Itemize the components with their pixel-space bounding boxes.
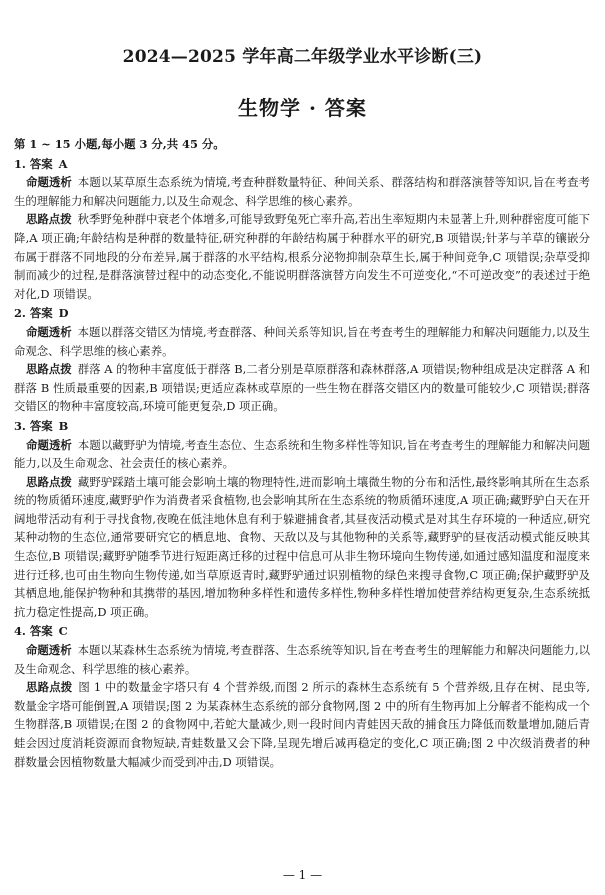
question-number: 3. bbox=[14, 418, 26, 433]
page-number: — 1 — bbox=[282, 868, 323, 882]
hint-label: 思路点拨 bbox=[26, 680, 73, 695]
section-intro: 第 1 ~ 15 小题,每小题 3 分,共 45 分。 bbox=[14, 137, 225, 151]
question-block-4 bbox=[14, 622, 590, 771]
question-number: 4. bbox=[14, 624, 26, 639]
question-number: 2. bbox=[14, 306, 26, 321]
question-answer-line bbox=[14, 155, 590, 174]
hint-paragraph bbox=[14, 473, 590, 622]
question-block-1 bbox=[14, 155, 590, 304]
analysis-label: 命题透析 bbox=[26, 643, 72, 658]
question-block-3 bbox=[14, 417, 590, 622]
hint-text: 群落 A 的物种丰富度低于群落 B,二者分别是草原群落和森林群落,A 项错误;物种组成是决定群落 A 和群落 B 性质最重要的因素,B 项错误;更适应森林或草原的一些生物在群落交错区内的数量可能较少,C 项错误;群落交错区的物种丰富度较高,环境可能更复杂,D 项正确。 bbox=[14, 362, 590, 414]
document-title: 2024—2025 学年高二年级学业水平诊断(三) bbox=[122, 47, 483, 67]
hint-paragraph bbox=[14, 210, 590, 303]
hint-text: 秋季野兔种群中衰老个体增多,可能导致野兔死亡率升高,若出生率短期内未显著上升,则种群密度可能下降,A 项正确;年龄结构是种群的数量特征,研究种群的年龄结构属于种群水平的研究,B 项错误;针茅与羊草的镶嵌分布属于群落不同地段的分布差异,属于群落的水平结构,根系分泌物抑制杂草生长,属于种间竞争,C 项错误;杂草受抑制而减少的过程,是群落演替过程中的动态变化,不能说明群落演替方向发生不可逆变化,“不可逆改变”的表述过于绝对化,D 项错误。 bbox=[14, 212, 590, 301]
question-answer-line bbox=[14, 417, 590, 436]
analysis-paragraph bbox=[14, 436, 590, 473]
answer-value: D bbox=[58, 306, 69, 321]
question-number: 1. bbox=[14, 156, 26, 171]
answer-value: B bbox=[58, 418, 69, 433]
hint-text: 图 1 中的数量金字塔只有 4 个营养级,而图 2 所示的森林生态系统有 5 个营养级,且存在树、昆虫等,数量金字塔可能倒置,A 项错误;图 2 为某森林生态系统的部分食物网,图 2 中的所有生物再加上分解者不能构成一个生物群落,B 项错误;在图 2 的食物网中,若蛇大量减少,则一段时间内青蛙因天敌的捕食压力降低而数量增加,随后青蛙会因过度消耗资源而食物短缺,青蛙数量又会下降,呈现先增后减再稳定的变化,C 项正确;图 2 中次级消费者的种群数量会因植物数量大幅减少而受到冲击,D 项错误。 bbox=[14, 680, 590, 769]
question-answer-line bbox=[14, 304, 590, 323]
answer-label: 答案 bbox=[29, 418, 53, 433]
analysis-paragraph bbox=[14, 323, 590, 360]
answer-label: 答案 bbox=[29, 156, 53, 171]
hint-label: 思路点拨 bbox=[26, 474, 72, 489]
analysis-text: 本题以群落交错区为情境,考查群落、种间关系等知识,旨在考查考生的理解能力和解决问题能力,以及生命观念、科学思维的核心素养。 bbox=[14, 324, 590, 358]
hint-paragraph bbox=[14, 360, 590, 416]
analysis-label: 命题透析 bbox=[26, 175, 72, 190]
analysis-paragraph bbox=[14, 173, 590, 210]
hint-label: 思路点拨 bbox=[26, 212, 72, 227]
answer-value: A bbox=[58, 156, 68, 171]
answer-label: 答案 bbox=[29, 306, 53, 321]
analysis-paragraph bbox=[14, 641, 590, 678]
answer-content bbox=[14, 135, 590, 771]
analysis-label: 命题透析 bbox=[26, 324, 72, 339]
analysis-text: 本题以藏野驴为情境,考查生态位、生态系统和生物多样性等知识,旨在考查考生的理解能力和解决问题能力,以及生命观念、社会责任的核心素养。 bbox=[14, 437, 590, 471]
question-block-2 bbox=[14, 304, 590, 416]
question-answer-line bbox=[14, 622, 590, 641]
hint-text: 藏野驴踩踏土壤可能会影响土壤的物理特性,进而影响土壤微生物的分布和活性,最终影响其所在生态系统的物质循环速度,藏野驴作为消费者采食植物,也会影响其所在生态系统的物质循环速度,A 项正确;藏野驴白天在开阔地带活动有利于寻找食物,夜晚在低洼地休息有利于躲避捕食者,其昼夜活动模式是对其生存环境的一种适应,研究某种动物的生态位,通常要研究它的栖息地、食物、天敌以及与其他物种的关系等,藏野驴的昼夜活动模式能反映其生态位,B 项错误;藏野驴随季节进行短距离迁移的过程中信息可从非生物环境向生物传递,如通过感知温度和湿度来进行迁移,也可由生物向生物传递,如当草原返青时,藏野驴通过识别植物的绿色来搜寻食物,C 项正确;保护藏野驴及其栖息地,能保护物种和其携带的基因,增加物种多样性和遗传多样性,物种多样性增加使营养结构更复杂,生态系统抵抗力稳定性提高,D 项正确。 bbox=[14, 474, 590, 619]
analysis-text: 本题以某草原生态系统为情境,考查种群数量特征、种间关系、群落结构和群落演替等知识,旨在考查考生的理解能力和解决问题能力,以及生命观念、科学思维的核心素养。 bbox=[14, 175, 590, 208]
answer-value: C bbox=[58, 624, 68, 639]
document-subtitle: 生物学 · 答案 bbox=[238, 96, 367, 120]
analysis-label: 命题透析 bbox=[26, 437, 72, 452]
answer-label: 答案 bbox=[29, 624, 53, 639]
hint-label: 思路点拨 bbox=[26, 362, 72, 377]
hint-paragraph bbox=[14, 678, 590, 771]
analysis-text: 本题以某森林生态系统为情境,考查群落、生态系统等知识,旨在考查考生的理解能力和解决问题能力,以及生命观念、科学思维的核心素养。 bbox=[14, 643, 590, 676]
